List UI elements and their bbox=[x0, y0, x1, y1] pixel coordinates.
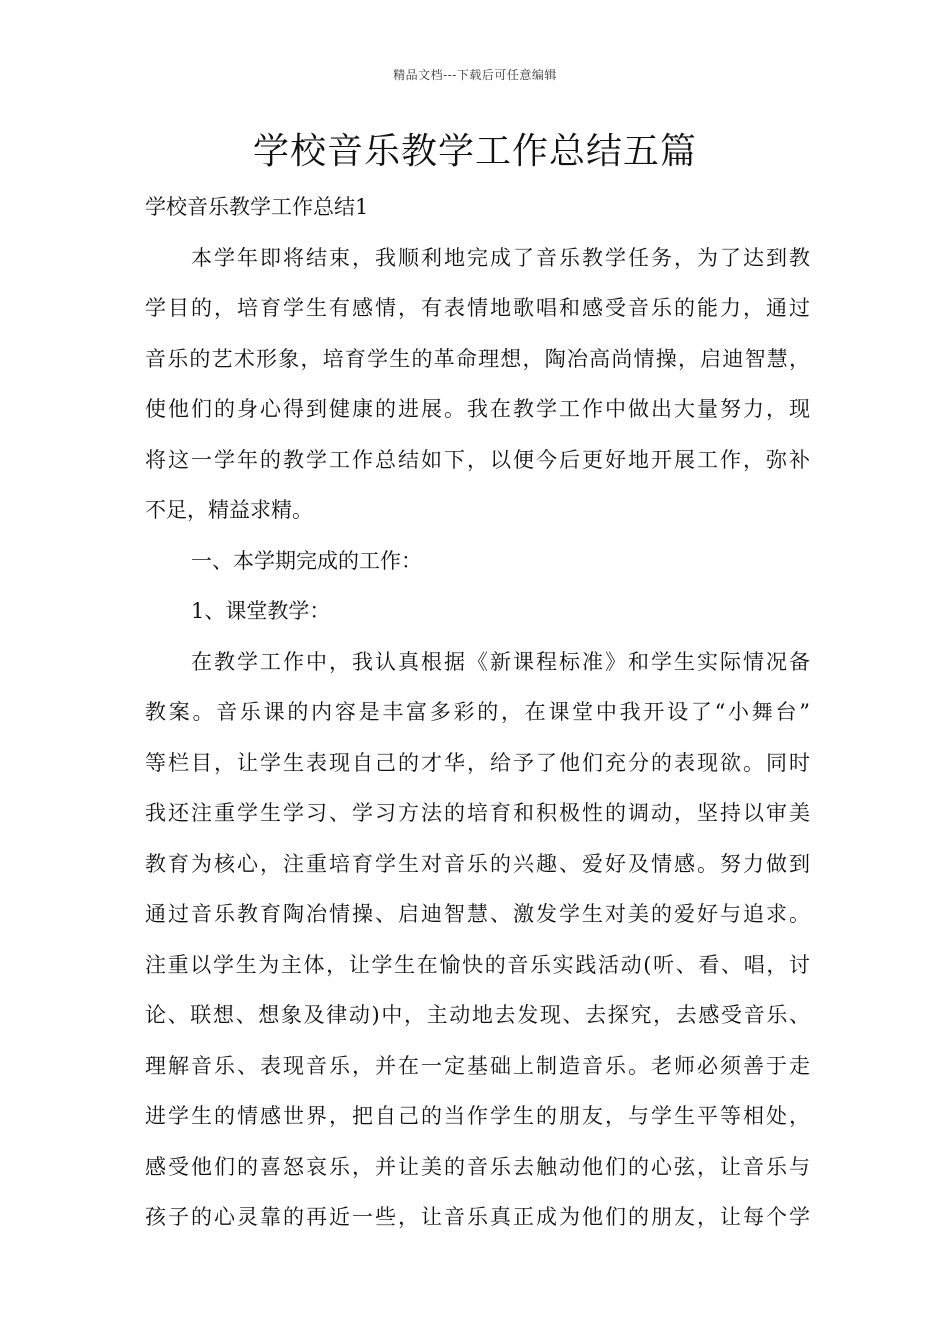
paragraph-line: 等栏目，让学生表现自己的才华，给予了他们充分的表现欲。同时 bbox=[145, 750, 810, 775]
paragraph-line: 使他们的身心得到健康的进展。我在教学工作中做出大量努力，现 bbox=[145, 397, 810, 421]
section-heading: 学校音乐教学工作总结1 bbox=[145, 195, 369, 219]
paragraph-line: 孩子的心灵靠的再近一些，让音乐真正成为他们的朋友，让每个学 bbox=[145, 1205, 810, 1229]
document-title: 学校音乐教学工作总结五篇 bbox=[252, 131, 697, 172]
paragraph-line: 音乐的艺术形象，培育学生的革命理想，陶冶高尚情操，启迪智慧， bbox=[145, 346, 810, 371]
paragraph-line: 本学年即将结束，我顺利地完成了音乐教学任务，为了达到教 bbox=[191, 245, 810, 270]
paragraph-line: 在教学工作中，我认真根据《新课程标准》和学生实际情况备 bbox=[191, 649, 810, 674]
paragraph-line: 不足，精益求精。 bbox=[145, 498, 313, 522]
paragraph-line: 我还注重学生学习、学习方法的培育和积极性的调动，坚持以审美 bbox=[145, 801, 810, 825]
paragraph-line: 论、联想、想象及律动)中，主动地去发现、去探究，去感受音乐、 bbox=[145, 1003, 810, 1027]
body-text bbox=[145, 182, 810, 1243]
header-note: 精品文档---下载后可任意编辑 bbox=[393, 68, 557, 82]
paragraph-line: 进学生的情感世界，把自己的当作学生的朋友，与学生平等相处， bbox=[145, 1104, 810, 1128]
paragraph-line: 学目的，培育学生有感情，有表情地歌唱和感受音乐的能力，通过 bbox=[145, 296, 810, 320]
paragraph-line: 注重以学生为主体，让学生在愉快的音乐实践活动(听、看、唱，讨 bbox=[145, 952, 810, 977]
paragraph-line: 教育为核心，注重培育学生对音乐的兴趣、爱好及情感。努力做到 bbox=[145, 851, 810, 876]
paragraph-line: 将这一学年的教学工作总结如下，以便今后更好地开展工作，弥补 bbox=[145, 447, 810, 472]
paragraph-line: 感受他们的喜怒哀乐，并让美的音乐去触动他们的心弦，让音乐与 bbox=[145, 1154, 810, 1179]
paragraph-line: 教案。音乐课的内容是丰富多彩的，在课堂中我开设了“小舞台” bbox=[145, 700, 810, 724]
subheading: 一、本学期完成的工作： bbox=[191, 548, 422, 573]
paragraph-line: 理解音乐、表现音乐，并在一定基础上制造音乐。老师必须善于走 bbox=[145, 1053, 810, 1078]
paragraph-line: 通过音乐教育陶冶情操、启迪智慧、激发学生对美的爱好与追求。 bbox=[145, 902, 810, 926]
subheading: 1、课堂教学： bbox=[191, 599, 331, 623]
